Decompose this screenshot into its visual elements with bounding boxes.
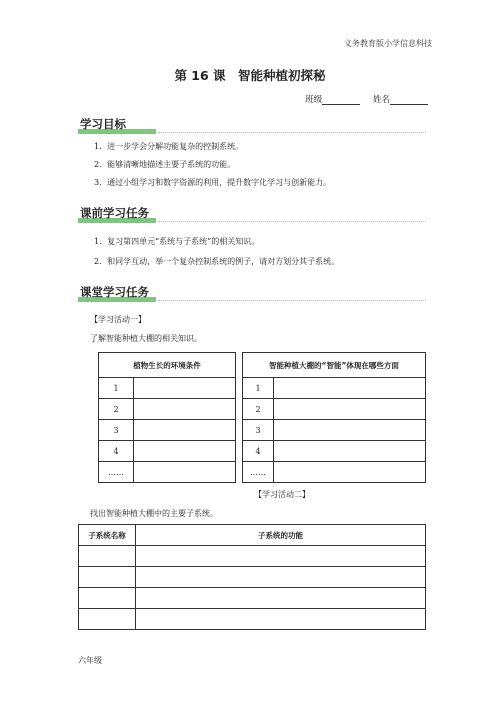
table-row: 3 — [243, 420, 426, 441]
table-row: 1 — [99, 378, 236, 399]
table-subsystems — [78, 524, 426, 630]
answer-cell[interactable] — [274, 420, 426, 441]
student-info — [305, 93, 428, 105]
answer-cell[interactable] — [274, 462, 426, 483]
answer-cell[interactable] — [79, 588, 136, 609]
name-label: 姓名 — [372, 95, 390, 105]
name-blank — [390, 96, 428, 105]
activity1-desc: 了解智能种植大棚的相关知识。 — [90, 334, 202, 343]
table-row — [79, 567, 426, 588]
answer-cell[interactable] — [134, 462, 236, 483]
activity2-label: 【学习活动二】 — [254, 490, 310, 499]
table3-col1-header: 子系统名称 — [79, 525, 136, 546]
table-smart-aspects — [242, 352, 426, 483]
preclass-item: 1．复习第四单元“系统与子系统”的相关知识。 — [94, 237, 260, 246]
answer-cell[interactable] — [136, 588, 426, 609]
table-row — [79, 546, 426, 567]
answer-cell[interactable] — [136, 546, 426, 567]
table-row — [79, 609, 426, 630]
table-row — [79, 588, 426, 609]
header-note: 义务教育版小学信息科技 — [344, 39, 432, 48]
section-preclass-title: 课前学习任务 — [80, 206, 149, 220]
table-row: 4 — [99, 441, 236, 462]
answer-cell[interactable] — [79, 546, 136, 567]
table-row: …… — [99, 462, 236, 483]
goal-item: 2．能够清晰地描述主要子系统的功能。 — [94, 160, 236, 169]
answer-cell[interactable] — [134, 420, 236, 441]
page-title: 第 16 课 智能种植初探秘 — [174, 68, 326, 83]
table2-header: 智能种植大棚的“智能”体现在哪些方面 — [243, 353, 426, 378]
section-inclass-title: 课堂学习任务 — [80, 285, 149, 299]
answer-cell[interactable] — [134, 441, 236, 462]
answer-cell[interactable] — [79, 567, 136, 588]
section-goals-title: 学习目标 — [80, 117, 126, 131]
answer-cell[interactable] — [79, 609, 136, 630]
activity1-label: 【学习活动一】 — [90, 315, 146, 324]
table1-header: 植物生长的环境条件 — [99, 353, 236, 378]
table-row: 4 — [243, 441, 426, 462]
class-blank — [322, 96, 360, 105]
preclass-item: 2．和同学互动，举一个复杂控制系统的例子，请对方划分其子系统。 — [94, 257, 340, 266]
answer-cell[interactable] — [136, 609, 426, 630]
answer-cell[interactable] — [274, 399, 426, 420]
class-label: 班级 — [305, 95, 323, 105]
footer-grade: 六年级 — [78, 656, 102, 665]
table3-col2-header: 子系统的功能 — [136, 525, 426, 546]
answer-cell[interactable] — [274, 378, 426, 399]
activity2-desc: 找出智能种植大棚中的主要子系统。 — [90, 509, 218, 518]
answer-cell[interactable] — [134, 399, 236, 420]
section-preclass — [78, 205, 426, 225]
answer-cell[interactable] — [134, 378, 236, 399]
goal-item: 3．通过小组学习和数字资源的利用，提升数字化学习与创新能力。 — [94, 178, 332, 187]
answer-cell[interactable] — [136, 567, 426, 588]
section-goals — [78, 116, 426, 136]
answer-cell[interactable] — [274, 441, 426, 462]
table-row: 2 — [99, 399, 236, 420]
table-row: 3 — [99, 420, 236, 441]
section-inclass — [78, 284, 426, 304]
goal-item: 1．进一步学会分解功能复杂的控制系统。 — [94, 142, 244, 151]
table-row: 2 — [243, 399, 426, 420]
table-row: 1 — [243, 378, 426, 399]
table-row: …… — [243, 462, 426, 483]
table-growth-conditions — [98, 352, 236, 483]
